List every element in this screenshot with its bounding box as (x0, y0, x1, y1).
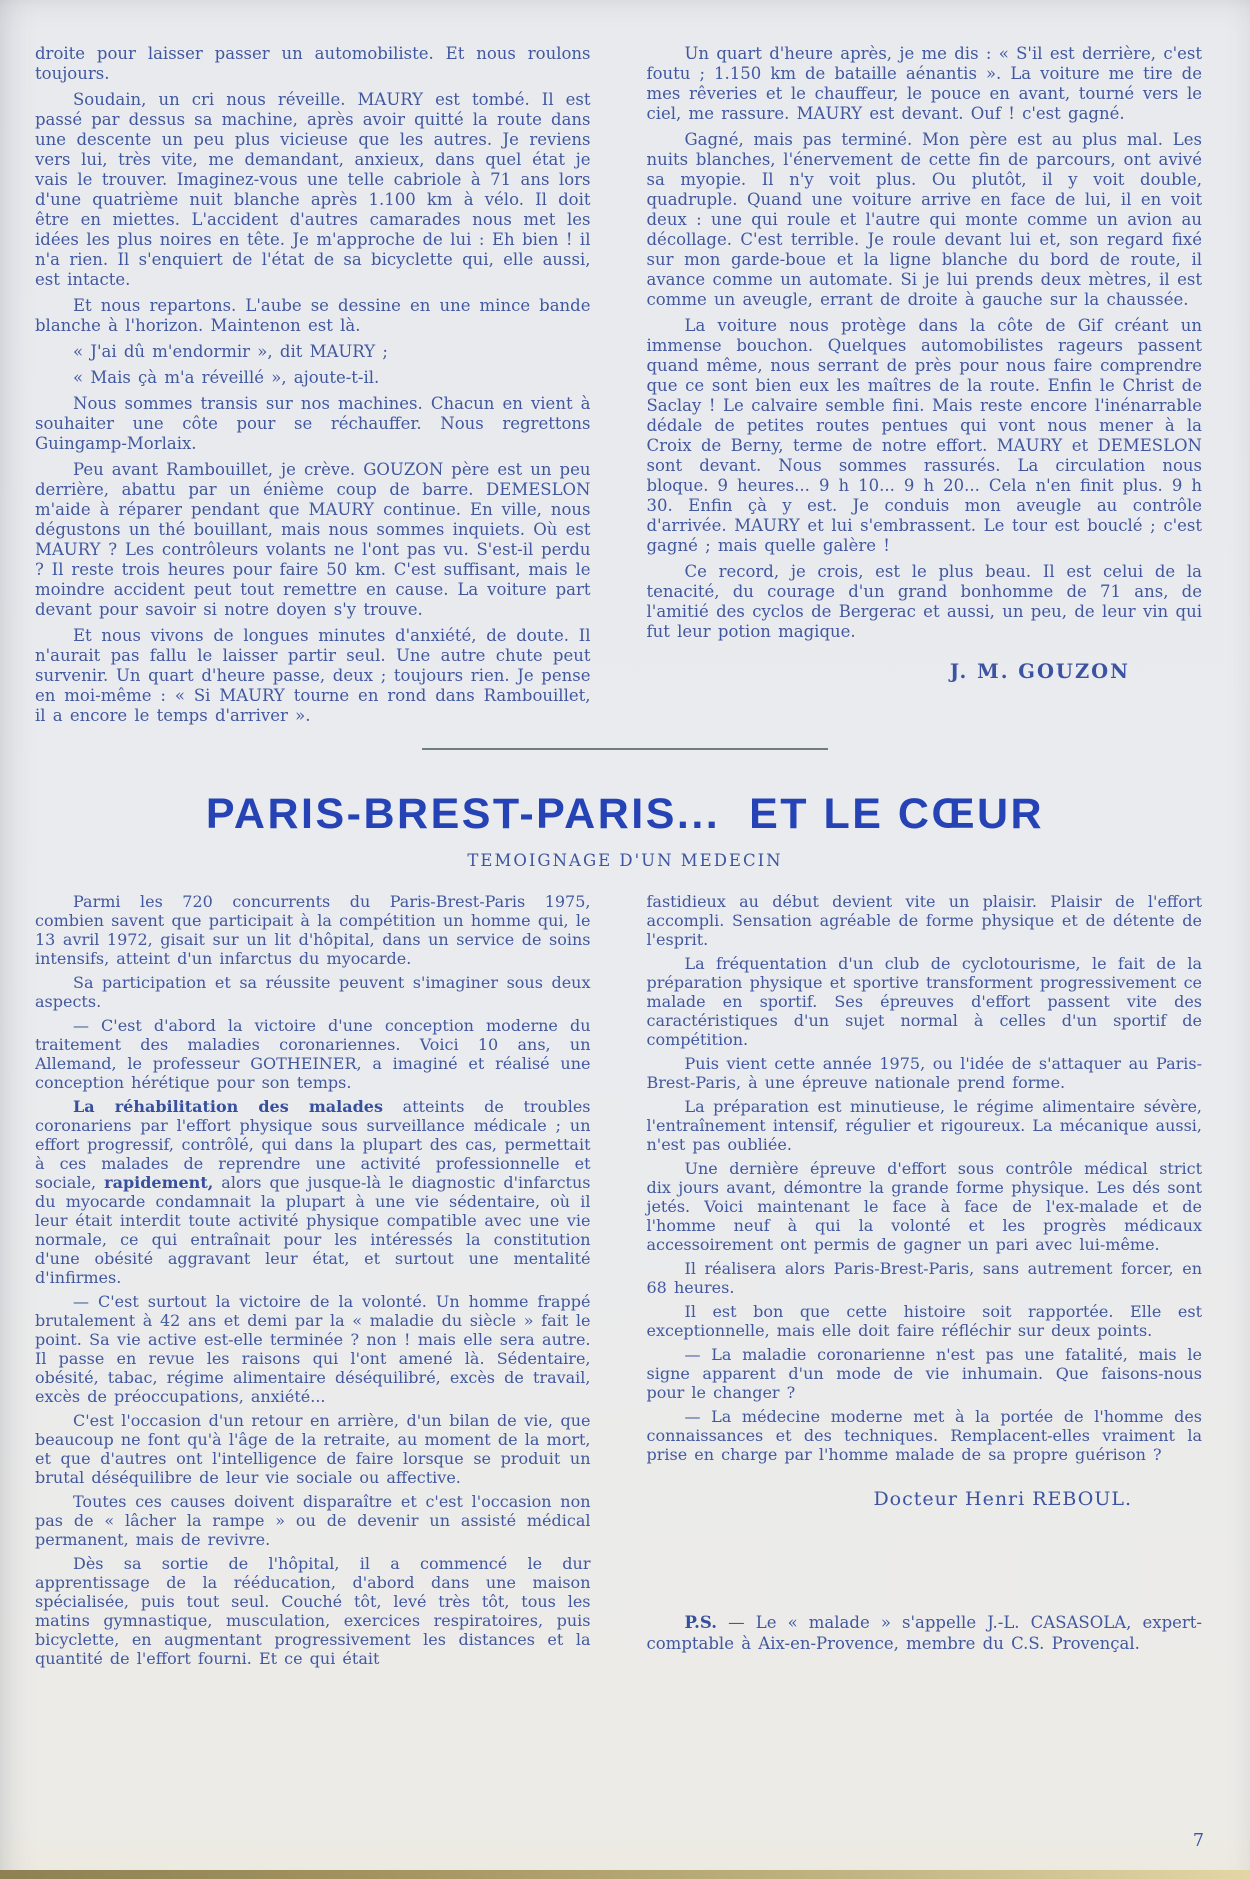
article-subtitle: TEMOIGNAGE D'UN MEDECIN (467, 851, 783, 870)
paragraph: Et nous vivons de longues minutes d'anxiété, de doute. Il n'aurait pas fallu le laisser partir seul. Une autre chute peut survenir. Un quart d'heure passe, deux ; toujours rien. Je pense en moi-même : « Si MAURY tourne en rond dans Rambouillet, il a encore le temps d'arriver ». (35, 626, 591, 725)
paragraph: Gagné, mais pas terminé. Mon père est au plus mal. Les nuits blanches, l'énervement de cette fin de parcours, ont avivé sa myopie. Il n'y voit plus. Ou plutôt, il y voit double, quadruple. Quand une voiture arrive en face de lui, il en voit deux : une qui roule et l'autre qui monte comme un avion au décollage. C'est terrible. Je roule devant lui et, son regard fixé sur mon garde-boue et la ligne blanche du bord de route, il avance comme un automate. Si je lui prends deux mètres, il est comme un aveugle, errant de droite à gauche sur la chaussée. (646, 130, 1202, 309)
article2-columns (0, 892, 1250, 1673)
paragraph: La fréquentation d'un club de cyclotourisme, le fait de la préparation physique et sportive transforment progressivement ce malade en sportif. Ses épreuves d'effort passent vite des caractéristiques d'un sujet normal à celles d'un sportif de compétition. (646, 954, 1202, 1049)
paragraph: Peu avant Rambouillet, je crève. GOUZON père est un peu derrière, abattu par un énième coup de barre. DEMESLON m'aide à réparer pendant que MAURY continue. En ville, nous dégustons un thé bouillant, mais nous sommes inquiets. Où est MAURY ? Les contrôleurs volants ne l'ont pas vu. S'est-il perdu ? Il reste trois heures pour faire 50 km. C'est suffisant, mais le moindre accident peut tout remettre en cause. La voiture part devant pour savoir si notre doyen s'y trouve. (35, 460, 591, 619)
article2-left-column (35, 892, 591, 1673)
paragraph: Il est bon que cette histoire soit rapportée. Elle est exceptionnelle, mais elle doit faire réfléchir sur deux points. (646, 1302, 1202, 1340)
section-divider (422, 748, 828, 750)
paragraph: Soudain, un cri nous réveille. MAURY est tombé. Il est passé par dessus sa machine, après avoir quitté la route dans une descente un peu plus vicieuse que les autres. Je reviens vers lui, très vite, me demandant, anxieux, dans quel état je vais le trouver. Imaginez-vous une telle cabriole à 71 ans lors d'une quatrième nuit blanche après 1.100 km à vélo. Il doit être en miettes. L'accident d'autres camarades nous met les idées les plus noires en tête. Je m'approche de lui : Eh bien ! il n'a rien. Il s'enquiert de l'état de sa bicyclette qui, elle aussi, est intacte. (35, 90, 591, 289)
paragraph: Parmi les 720 concurrents du Paris-Brest-Paris 1975, combien savent que participait à la compétition un homme qui, le 13 avril 1972, gisait sur un lit d'hôpital, dans un service de soins intensifs, atteint d'un infarctus du myocarde. (35, 892, 591, 968)
article-paris-brest-paris-et-le-coeur (0, 790, 1250, 1673)
paragraph: — La médecine moderne met à la portée de l'homme des connaissances et des techniques. Remplacent-elles vraiment la prise en charge par l'homme malade de sa propre guérison ? (646, 1407, 1202, 1464)
paragraph: C'est l'occasion d'un retour en arrière, d'un bilan de vie, que beaucoup ne font qu'à l'âge de la retraite, au moment de la mort, et que d'autres ont l'intelligence de faire lorsque se produit un brutal déséquilibre de leur vie sociale ou affective. (35, 1411, 591, 1487)
paragraph: Une dernière épreuve d'effort sous contrôle médical strict dix jours avant, démontre la grande forme physique. Les dés sont jetés. Voici maintenant le face à face de l'ex-malade et de l'homme neuf à qui la volonté et les progrès médicaux accessoirement ont permis de gagner un pari avec lui-même. (646, 1159, 1202, 1254)
paragraph: droite pour laisser passer un automobiliste. Et nous roulons toujours. (35, 44, 591, 83)
paragraph: — C'est d'abord la victoire d'une conception moderne du traitement des maladies coronariennes. Voici 10 ans, un Allemand, le professeur GOTHEINER, a imaginé et réalisé une conception hérétique pour son temps. (35, 1016, 591, 1092)
paragraph: Et nous repartons. L'aube se dessine en une mince bande blanche à l'horizon. Maintenon est là. (35, 296, 591, 335)
paragraph: La préparation est minutieuse, le régime alimentaire sévère, l'entraînement intensif, régulier et rigoureux. La mécanique aussi, n'est pas oubliée. (646, 1097, 1202, 1154)
paragraph: fastidieux au début devient vite un plaisir. Plaisir de l'effort accompli. Sensation agréable de forme physique et de détente de l'esprit. (646, 892, 1202, 949)
author-signature-reboul: Docteur Henri REBOUL. (873, 1488, 1132, 1510)
paragraph: — La maladie coronarienne n'est pas une fatalité, mais le signe apparent d'un mode de vie inhumain. Que faisons-nous pour le changer ? (646, 1345, 1202, 1402)
paragraph: Puis vient cette année 1975, ou l'idée de s'attaquer au Paris-Brest-Paris, à une épreuve nationale prend forme. (646, 1054, 1202, 1092)
paragraph: Ce record, je crois, est le plus beau. Il est celui de la tenacité, du courage d'un grand bonhomme de 71 ans, de l'amitié des cyclos de Bergerac et aussi, un peu, de leur vin qui fut leur potion magique. (646, 562, 1202, 641)
paragraph: Un quart d'heure après, je me dis : « S'il est derrière, c'est foutu ; 1.150 km de bataille aénantis ». La voiture me tire de mes rêveries et le chauffeur, le pouce en avant, tourné vers le ciel, me rassure. MAURY est devant. Ouf ! c'est gagné. (646, 44, 1202, 123)
paragraph: — C'est surtout la victoire de la volonté. Un homme frappé brutalement à 42 ans et demi par la « maladie du siècle » fait le point. Sa vie active est-elle terminée ? non ! mais elle sera autre. Il passe en revue les raisons qui l'ont amené là. Sédentaire, obésité, tabac, régime alimentaire déséquilibré, excès de travail, excès de préoccupations, anxiété... (35, 1292, 591, 1406)
article-top (0, 0, 1250, 732)
article2-right-column (647, 892, 1203, 1673)
article-title: PARIS-BREST-PARIS... ET LE CŒUR (205, 790, 1045, 838)
paragraph: Toutes ces causes doivent disparaître et c'est l'occasion non pas de « lâcher la rampe » ou de devenir un assisté médical permanent, mais de revivre. (35, 1492, 591, 1549)
paragraph: P.S. — Le « malade » s'appelle J.-L. CASASOLA, expert-comptable à Aix-en-Provence, membre du C.S. Provençal. (646, 1613, 1202, 1653)
author-signature-gouzon: J. M. GOUZON (949, 660, 1130, 683)
paragraph: « J'ai dû m'endormir », dit MAURY ; (73, 342, 388, 361)
scan-edge-strip (0, 1870, 1250, 1879)
paragraph: La réhabilitation des malades atteints de troubles coronariens par l'effort physique sous surveillance médicale ; un effort progressif, contrôlé, qui dans la plupart des cas, permettait à ces malades de reprendre une activité professionnelle et sociale, rapidement, alors que jusque-là le diagnostic d'infarctus du myocarde condamnait la plupart à une vie sédentaire, où il leur était interdit toute activité physique compatible avec une vie normale, ce qui entraînait pour les intéressés la constitution d'une obésité aggravant leur état, et surtout une mentalité d'infirmes. (35, 1097, 591, 1287)
paragraph: La voiture nous protège dans la côte de Gif créant un immense bouchon. Quelques automobilistes rageurs passent quand même, nous serrant de près pour nous faire comprendre que ce sont bien eux les maîtres de la route. Enfin le Christ de Saclay ! Le calvaire semble fini. Mais reste encore l'inénarrable dédale de petites routes pentues qui vont nous mener à la Croix de Berny, terme de notre effort. MAURY et DEMESLON sont devant. Nous sommes rassurés. La circulation nous bloque. 9 heures... 9 h 10... 9 h 20... Cela n'en finit plus. 9 h 30. Enfin çà y est. Je conduis mon aveugle au contrôle d'arrivée. MAURY et lui s'embrassent. Le tour est bouclé ; c'est gagné ; mais quelle galère ! (646, 316, 1202, 555)
paragraph: Dès sa sortie de l'hôpital, il a commencé le dur apprentissage de la rééducation, d'abord dans une maison spécialisée, puis tout seul. Couché tôt, levé très tôt, tous les matins gymnastique, musculation, exercices respiratoires, puis bicyclette, en augmentant progressivement les distances et la quantité de l'effort fourni. Et ce qui était (35, 1554, 591, 1668)
paragraph: « Mais çà m'a réveillé », ajoute-t-il. (73, 368, 380, 387)
article-top-right-column (647, 44, 1203, 732)
paragraph: Nous sommes transis sur nos machines. Chacun en vient à souhaiter une côte pour se réchauffer. Nous regrettons Guingamp-Morlaix. (35, 394, 591, 453)
paragraph: Sa participation et sa réussite peuvent s'imaginer sous deux aspects. (35, 973, 591, 1011)
postscript-note (647, 1612, 1203, 1654)
page-number: 7 (1192, 1831, 1204, 1851)
article-top-left-column (35, 44, 591, 732)
paragraph: Il réalisera alors Paris-Brest-Paris, sans autrement forcer, en 68 heures. (646, 1259, 1202, 1297)
